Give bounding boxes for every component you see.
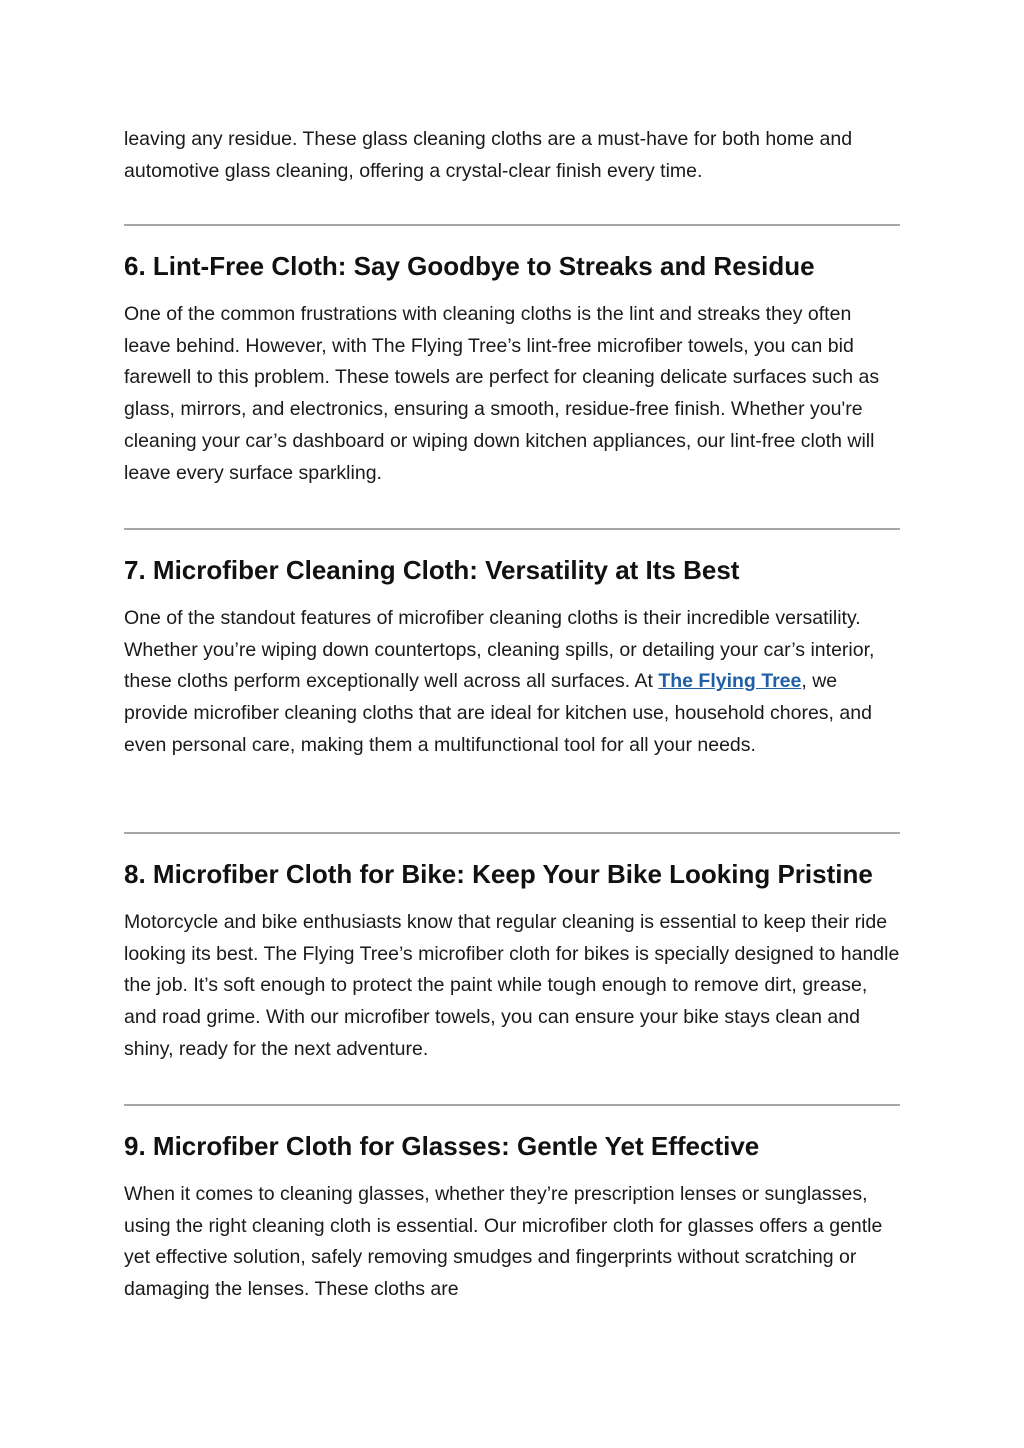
section-9	[124, 1129, 900, 1306]
section-7-body-before-link: One of the standout features of microfiber cleaning cloths is their incredible versatility. Whether you’re wiping down countertops, cleaning spills, or detailing your car’s interior, these cloths perform exceptionally well across all surfaces. At	[124, 607, 875, 693]
section-divider	[124, 1104, 900, 1106]
section-divider	[124, 528, 900, 530]
section-9-title: 9. Microfiber Cloth for Glasses: Gentle Yet Effective	[124, 1131, 760, 1161]
section-6	[124, 249, 900, 489]
section-6-title: 6. Lint-Free Cloth: Say Goodbye to Streaks and Residue	[124, 251, 815, 281]
section-7-body-after-link: , we provide microfiber cleaning cloths that are ideal for kitchen use, household chores, and even personal care, making them a multifunctional tool for all your needs.	[124, 670, 872, 756]
section-7-body	[124, 603, 900, 762]
section-8-title: 8. Microfiber Cloth for Bike: Keep Your Bike Looking Pristine	[124, 859, 873, 889]
intro-paragraph: leaving any residue. These glass cleaning cloths are a must-have for both home and automotive glass cleaning, offering a crystal-clear finish every time.	[124, 128, 853, 182]
section-6-body: One of the common frustrations with cleaning cloths is the lint and streaks they often leave behind. However, with The Flying Tree’s lint-free microfiber towels, you can bid farewell to this problem. These towels are perfect for cleaning delicate surfaces such as glass, mirrors, and electronics, ensuring a smooth, residue-free finish. Whether you're cleaning your car’s dashboard or wiping down kitchen appliances, our lint-free cloth will leave every surface sparkling.	[124, 303, 880, 484]
the-flying-tree-link[interactable]: The Flying Tree	[658, 670, 802, 693]
section-7-title: 7. Microfiber Cleaning Cloth: Versatility at Its Best	[124, 555, 740, 585]
section-divider	[124, 832, 900, 834]
intro-section	[124, 124, 900, 187]
section-8	[124, 857, 900, 1066]
section-divider	[124, 224, 900, 226]
section-8-body: Motorcycle and bike enthusiasts know that regular cleaning is essential to keep their ride looking its best. The Flying Tree’s microfiber cloth for bikes is specially designed to handle the job. It’s soft enough to protect the paint while tough enough to remove dirt, grease, and road grime. With our microfiber towels, you can ensure your bike stays clean and shiny, ready for the next adventure.	[124, 911, 900, 1060]
section-9-body: When it comes to cleaning glasses, whether they’re prescription lenses or sunglasses, using the right cleaning cloth is essential. Our microfiber cloth for glasses offers a gentle yet effective solution, safely removing smudges and fingerprints without scratching or damaging the lenses. These cloths are	[124, 1183, 883, 1301]
section-7	[124, 553, 900, 762]
